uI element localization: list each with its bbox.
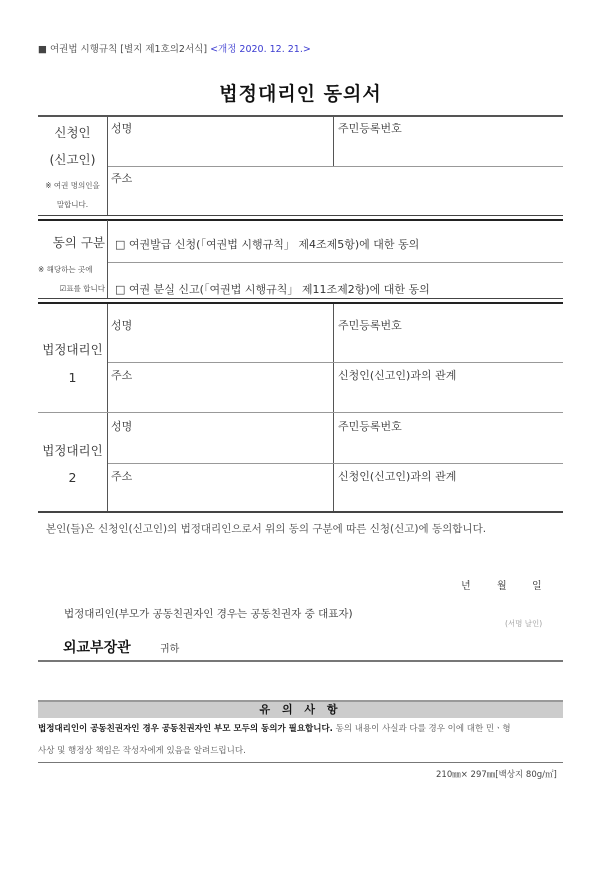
divider [108, 262, 563, 263]
representative-1-relation-field[interactable]: 신청인(신고인)과의 관계 [338, 369, 457, 382]
representative-2-number: 2 [68, 470, 77, 485]
applicant-address-field[interactable]: 주소 [111, 172, 133, 185]
checkbox[interactable]: □ [115, 283, 126, 296]
divider [38, 215, 563, 216]
applicant-note-2: 말합니다. [56, 200, 89, 209]
representative-1-id-field[interactable]: 주민등록번호 [338, 319, 402, 332]
divider [107, 220, 108, 298]
divider [333, 116, 334, 166]
applicant-label-sub: (신고인) [49, 152, 96, 167]
signer-label: 법정대리인(부모가 공동친권자인 경우는 공동친권자 중 대표자) [64, 608, 353, 620]
recipient-suffix: 귀하 [160, 644, 180, 655]
divider [38, 302, 563, 304]
consent-type-label: 동의 구분 [52, 235, 105, 250]
notice-text-line-1: 법정대리인이 공동친권자인 경우 공동친권자인 부모 모두의 동의가 필요합니다. 동의 내용이 사실과 다를 경우 이에 대한 민ㆍ형 [38, 724, 511, 734]
representative-2-address-field[interactable]: 주소 [111, 470, 133, 483]
applicant-note: ※ 여권 명의인을 [45, 181, 100, 190]
paper-spec: 210㎜× 297㎜[백상지 80g/㎡] [436, 770, 557, 780]
representative-2-relation-field[interactable]: 신청인(신고인)과의 관계 [338, 470, 457, 483]
divider [38, 660, 563, 662]
recipient-name: 외교부장관 [63, 640, 131, 656]
consent-option-passport-issue[interactable]: □ 여권발급 신청(「여권법 시행규칙」 제4조제5항)에 대한 동의 [115, 238, 420, 251]
date-year[interactable]: 년 [461, 581, 471, 592]
signature-field[interactable]: (서명 날인) [505, 619, 543, 628]
divider [38, 412, 563, 413]
notice-bold-text: 법정대리인이 공동친권자인 경우 공동친권자인 부모 모두의 동의가 필요합니다. [38, 724, 333, 734]
consent-note: ※ 해당하는 곳에 [38, 265, 93, 274]
divider [108, 362, 563, 363]
representative-2-label: 법정대리인 [42, 443, 103, 458]
divider [38, 511, 563, 513]
date-month[interactable]: 월 [497, 581, 507, 592]
representative-2-id-field[interactable]: 주민등록번호 [338, 420, 402, 433]
representative-1-number: 1 [68, 370, 77, 385]
divider [108, 463, 563, 464]
divider [38, 219, 563, 221]
divider [107, 304, 108, 511]
divider [108, 166, 563, 167]
divider [38, 115, 563, 117]
form-reference-prefix: ■ 여권법 시행규칙 [별지 제1호의2서식] [38, 44, 208, 55]
consent-note-2: ☑표를 합니다 [59, 284, 105, 293]
page-title: 법정대리인 동의서 [219, 83, 382, 105]
notice-text-line-2: 사상 및 행정상 책임은 작성자에게 있음을 알려드립니다. [38, 746, 246, 756]
consent-option-passport-loss[interactable]: □ 여권 분실 신고(「여권법 시행규칙」 제11조제2항)에 대한 동의 [115, 283, 430, 296]
representative-1-address-field[interactable]: 주소 [111, 369, 133, 382]
divider [38, 762, 563, 763]
date-day[interactable]: 일 [532, 581, 542, 592]
form-reference [38, 41, 311, 55]
applicant-label: 신청인 [54, 125, 91, 140]
applicant-id-field[interactable]: 주민등록번호 [338, 122, 402, 135]
divider [38, 298, 563, 299]
divider [333, 304, 334, 511]
revision-date: <개정 2020. 12. 21.> [210, 44, 311, 55]
applicant-name-field[interactable]: 성명 [111, 122, 133, 135]
representative-1-name-field[interactable]: 성명 [111, 319, 133, 332]
representative-2-name-field[interactable]: 성명 [111, 420, 133, 433]
notice-title: 유 의 사 항 [38, 700, 563, 718]
representative-1-label: 법정대리인 [42, 342, 103, 357]
checkbox[interactable]: □ [115, 238, 126, 251]
consent-statement: 본인(들)은 신청인(신고인)의 법정대리인으로서 위의 동의 구분에 따른 신청(신고)에 동의합니다. [46, 523, 487, 535]
